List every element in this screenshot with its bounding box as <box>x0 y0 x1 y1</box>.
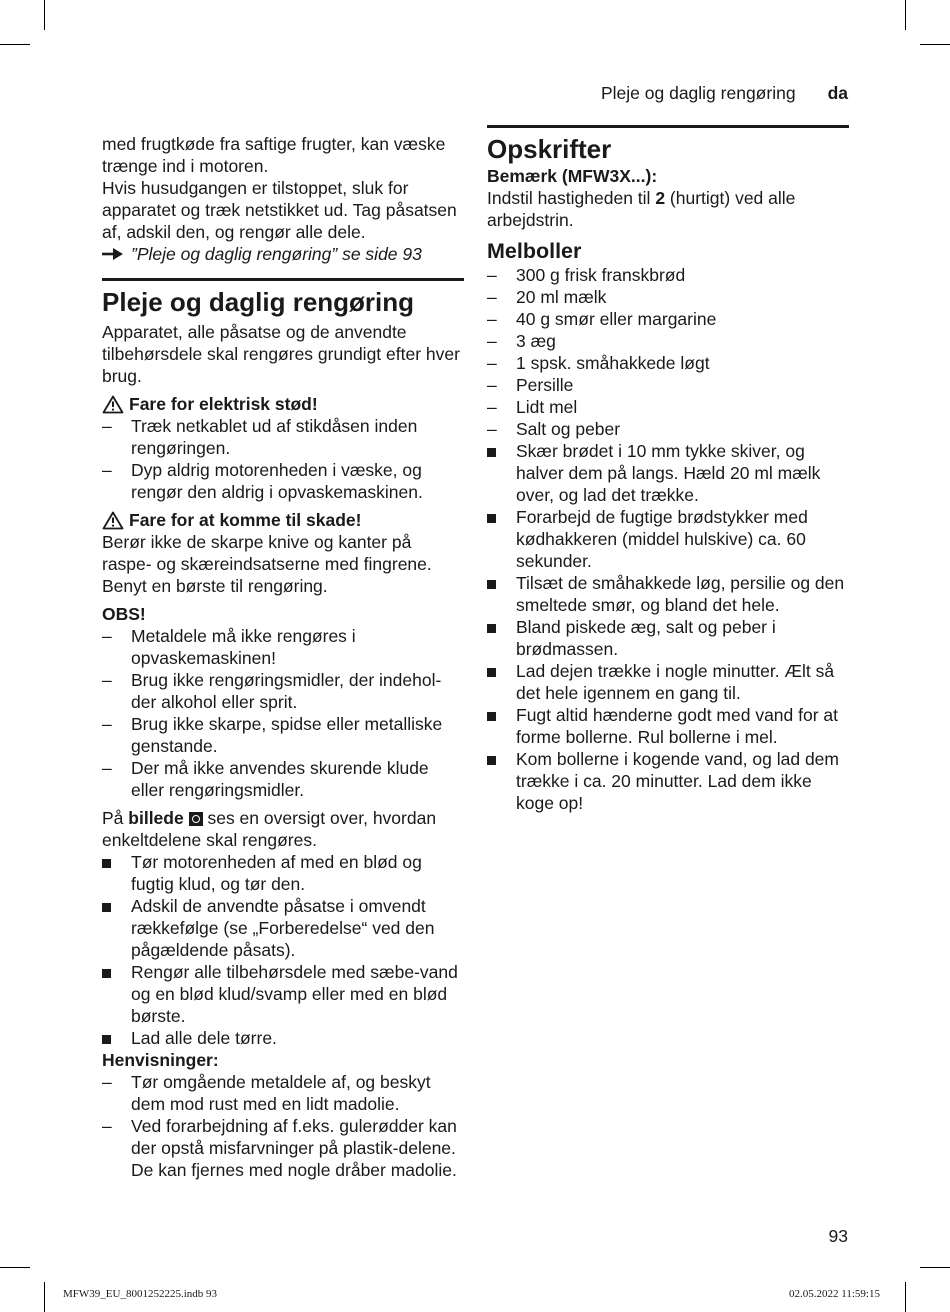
section-title: Pleje og daglig rengøring <box>102 287 415 317</box>
list-item: – Ved forarbejdning af f.eks. gulerødder kan der opstå misfarvninger på plastik-delene. De kan fjernes med nogle dråber madolie. <box>102 1116 457 1180</box>
list-item: – Salt og peber <box>487 419 621 439</box>
recipe-steps <box>487 440 849 814</box>
list-item: – 300 g frisk franskbrød <box>487 265 686 285</box>
section-rule <box>487 125 849 165</box>
section-intro: Apparatet, alle påsatse og de anvendte tilbehørsdele skal rengøres grundigt efter hver brug. <box>102 322 460 386</box>
list-item: – Brug ikke skarpe, spidse eller metalliske genstande. <box>102 714 443 756</box>
crop-mark <box>0 44 30 45</box>
list-item: Skær brødet i 10 mm tykke skiver, og halver dem på langs. Hæld 20 ml mælk over, og lad det trække. <box>487 440 849 506</box>
overview-text: På billede ses en oversigt over, hvordan enkeltdelene skal rengøres. <box>102 808 437 850</box>
page-number: 93 <box>828 1226 848 1246</box>
warning-list <box>102 415 464 503</box>
ingredients-list <box>487 264 849 440</box>
section-rule <box>102 278 464 318</box>
intro-text: med frugtkøde fra saftige frugter, kan væske trænge ind i motoren. <box>102 134 446 176</box>
list-item: Bland piskede æg, salt og peber i brødmassen. <box>487 616 849 660</box>
warning-title: Fare for at komme til skade! <box>129 510 362 530</box>
obs-title: OBS! <box>102 604 146 624</box>
list-item: – Træk netkablet ud af stikdåsen inden rengøringen. <box>102 416 418 458</box>
running-header <box>601 83 848 104</box>
list-item: – Der må ikke anvendes skurende klude eller rengøringsmidler. <box>102 758 429 800</box>
list-item: – Lidt mel <box>487 397 578 417</box>
list-item: Forarbejd de fugtige brødstykker med kødhakkeren (middel hulskive) ca. 60 sekunder. <box>487 506 849 572</box>
warning-title: Fare for elektrisk stød! <box>129 394 318 414</box>
list-item: – Persille <box>487 375 574 395</box>
crop-mark <box>905 0 906 30</box>
header-lang: da <box>827 83 848 103</box>
list-item: Tilsæt de småhakkede løg, persilie og den smeltede smør, og bland det hele. <box>487 572 849 616</box>
crop-mark <box>920 44 950 45</box>
list-item: Rengør alle tilbehørsdele med sæbe-vand og en blød klud/svamp eller med en blød børste. <box>102 961 464 1027</box>
crop-mark <box>905 1282 906 1312</box>
obs-list <box>102 625 464 801</box>
list-item: Tør motorenheden af med en blød og fugtig klud, og tør den. <box>102 851 464 895</box>
left-column <box>102 133 464 1181</box>
cross-reference-text: ”Pleje og daglig rengøring” se side 93 <box>131 244 422 264</box>
warning-electric-shock <box>102 393 464 415</box>
list-item: – Metaldele må ikke rengøres i opvaskemaskinen! <box>102 626 356 668</box>
list-item: Lad dejen trække i nogle minutter. Ælt så det hele igennem en gang til. <box>487 660 849 704</box>
list-item: – Brug ikke rengøringsmidler, der indehol-der alkohol eller sprit. <box>102 670 442 712</box>
list-item: – Tør omgående metaldele af, og beskyt dem mod rust med en lidt madolie. <box>102 1072 431 1114</box>
footer-file: MFW39_EU_8001252225.indb 93 <box>63 1288 217 1300</box>
arrow-right-icon <box>102 248 124 260</box>
list-item: Fugt altid hænderne godt med vand for at forme bollerne. Rul bollerne i mel. <box>487 704 849 748</box>
section-title: Opskrifter <box>487 134 612 164</box>
crop-mark <box>920 1267 950 1268</box>
warning-text: Berør ikke de skarpe knive og kanter på raspe- og skæreindsatserne med fingrene. Benyt en børste til rengøring. <box>102 532 432 596</box>
warning-triangle-icon <box>102 395 124 414</box>
footer-date: 02.05.2022 11:59:15 <box>789 1288 880 1300</box>
intro-text: Hvis husudgangen er tilstoppet, sluk for apparatet og træk netstikket ud. Tag påsatsen af, adskil den, og rengør alle dele. <box>102 178 457 242</box>
recipe-title: Melboller <box>487 239 582 263</box>
warning-injury <box>102 509 464 531</box>
cross-reference <box>102 243 464 265</box>
note-text: Indstil hastigheden til 2 (hurtigt) ved alle arbejdstrin. <box>487 188 796 230</box>
right-column <box>487 125 849 814</box>
list-item: Adskil de anvendte påsatse i omvendt rækkefølge (se „Forberedelse“ ved den pågældende påsats). <box>102 895 464 961</box>
cleaning-steps <box>102 851 464 1049</box>
list-item: – Dyp aldrig motorenheden i væske, og rengør den aldrig i opvaskemaskinen. <box>102 460 423 502</box>
crop-mark <box>44 1282 45 1312</box>
list-item: – 1 spsk. småhakkede løgt <box>487 353 710 373</box>
list-item: Lad alle dele tørre. <box>102 1027 464 1049</box>
crop-mark <box>44 0 45 30</box>
figure-ref-icon <box>189 812 203 826</box>
list-item: – 20 ml mælk <box>487 287 607 307</box>
list-item: – 40 g smør eller margarine <box>487 309 717 329</box>
list-item: – 3 æg <box>487 331 556 351</box>
crop-mark <box>0 1267 30 1268</box>
warning-triangle-icon <box>102 511 124 530</box>
header-section: Pleje og daglig rengøring <box>600 83 796 103</box>
notes-list <box>102 1071 464 1181</box>
list-item: Kom bollerne i kogende vand, og lad dem trække i ca. 20 minutter. Lad dem ikke koge op! <box>487 748 849 814</box>
notes-title: Henvisninger: <box>102 1050 219 1070</box>
note-title: Bemærk (MFW3X...): <box>487 166 658 186</box>
